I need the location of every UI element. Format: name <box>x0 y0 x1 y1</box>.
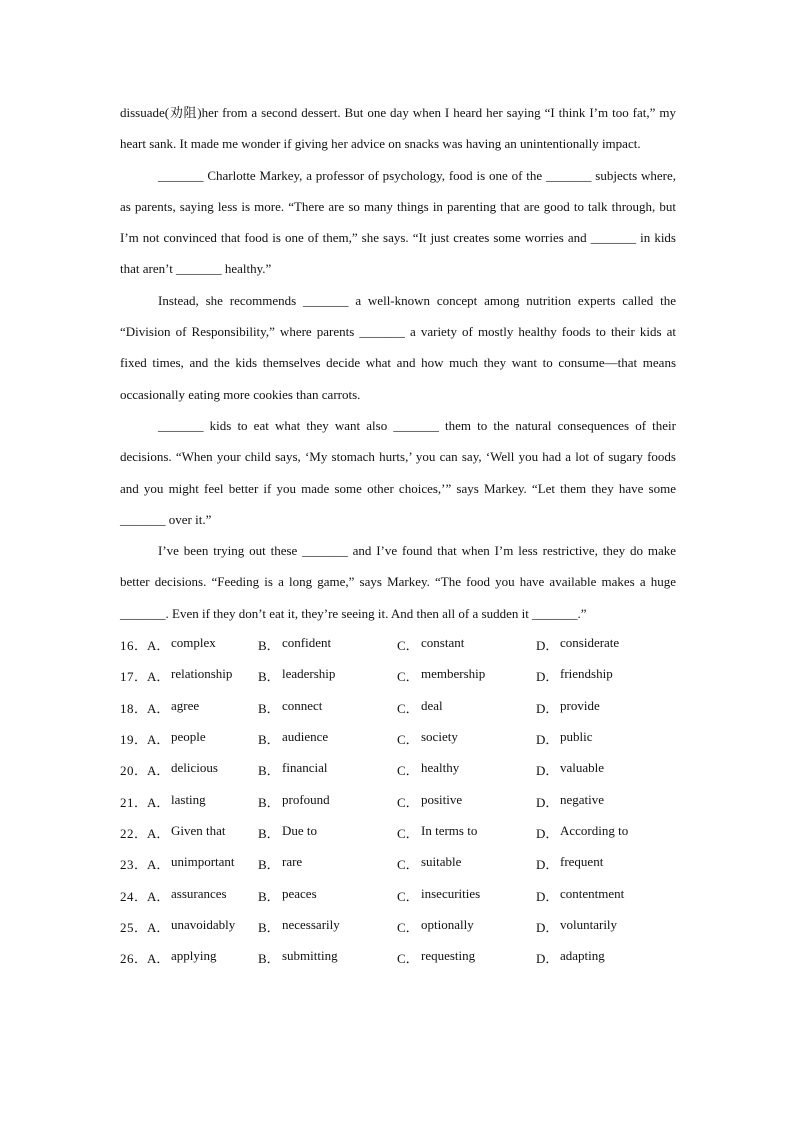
option-b <box>258 666 397 685</box>
option-letter: C． <box>397 951 419 967</box>
question-row <box>120 660 676 691</box>
question-number: 25． <box>120 919 148 935</box>
option-d <box>536 886 676 905</box>
option-text: relationship <box>171 666 233 682</box>
option-text: frequent <box>560 854 604 870</box>
option-letter: C． <box>397 763 419 779</box>
option-letter: D． <box>536 700 559 716</box>
question-row <box>120 848 676 879</box>
option-letter: A． <box>147 825 170 841</box>
option-d <box>536 823 676 842</box>
option-c <box>397 729 536 748</box>
option-text: voluntarily <box>560 916 618 932</box>
option-text: friendship <box>560 666 613 682</box>
option-text: assurances <box>171 885 227 901</box>
option-letter: A． <box>147 857 170 873</box>
option-letter: B． <box>258 919 280 935</box>
option-a <box>147 760 258 779</box>
option-d <box>536 666 676 685</box>
option-a <box>147 666 258 685</box>
option-a <box>147 698 258 717</box>
option-letter: A． <box>147 888 170 904</box>
option-text: adapting <box>560 948 605 964</box>
option-text: connect <box>282 697 323 713</box>
option-a <box>147 886 258 905</box>
option-text: contentment <box>560 885 625 901</box>
option-letter: A． <box>147 763 170 779</box>
option-letter: B． <box>258 794 280 810</box>
option-letter: D． <box>536 763 559 779</box>
option-d <box>536 917 676 936</box>
option-b <box>258 917 397 936</box>
option-letter: B． <box>258 763 280 779</box>
option-text: audience <box>282 729 329 745</box>
option-text: necessarily <box>282 916 340 932</box>
option-letter: A． <box>147 669 170 685</box>
option-text: According to <box>560 822 629 838</box>
option-b <box>258 635 397 654</box>
option-letter: D． <box>536 825 559 841</box>
option-b <box>258 948 397 967</box>
option-c <box>397 854 536 873</box>
option-a <box>147 729 258 748</box>
option-letter: A． <box>147 638 170 654</box>
option-letter: B． <box>258 669 280 685</box>
option-b <box>258 854 397 873</box>
option-c <box>397 698 536 717</box>
option-text: In terms to <box>421 822 478 838</box>
option-text: requesting <box>421 948 476 964</box>
question-row <box>120 786 676 817</box>
option-letter: A． <box>147 700 170 716</box>
option-d <box>536 948 676 967</box>
option-letter: C． <box>397 700 419 716</box>
option-letter: B． <box>258 888 280 904</box>
option-c <box>397 823 536 842</box>
option-d <box>536 760 676 779</box>
question-number: 24． <box>120 888 148 904</box>
option-c <box>397 635 536 654</box>
option-text: provide <box>560 697 600 713</box>
option-text: society <box>421 729 458 745</box>
option-letter: C． <box>397 794 419 810</box>
option-letter: B． <box>258 638 280 654</box>
option-text: confident <box>282 635 332 651</box>
option-letter: C． <box>397 888 419 904</box>
option-text: applying <box>171 948 217 964</box>
option-text: people <box>171 729 206 745</box>
option-text: healthy <box>421 760 460 776</box>
option-b <box>258 698 397 717</box>
option-text: negative <box>560 791 605 807</box>
option-c <box>397 917 536 936</box>
option-d <box>536 635 676 654</box>
option-c <box>397 948 536 967</box>
document-page <box>120 97 676 973</box>
option-letter: C． <box>397 669 419 685</box>
option-text: financial <box>282 760 328 776</box>
option-letter: B． <box>258 857 280 873</box>
option-a <box>147 948 258 967</box>
question-number: 20． <box>120 763 148 779</box>
option-d <box>536 792 676 811</box>
option-letter: A． <box>147 951 170 967</box>
question-row <box>120 723 676 754</box>
question-number: 21． <box>120 794 148 810</box>
option-text: valuable <box>560 760 605 776</box>
option-letter: B． <box>258 825 280 841</box>
option-text: Due to <box>282 822 318 838</box>
option-c <box>397 666 536 685</box>
question-number: 22． <box>120 825 148 841</box>
question-number: 19． <box>120 732 148 748</box>
option-text: insecurities <box>421 885 481 901</box>
question-row <box>120 942 676 973</box>
option-b <box>258 729 397 748</box>
passage-paragraph-4: _______ kids to eat what they want also _______ them to the natural consequences of their decisions. “When your child says, ‘My stomach hurts,’ you can say, ‘Well you had a lot of sugary foods and you might feel better if you made some other choices,’” says Markey. “Let them they have some _______ over it.” <box>120 417 676 527</box>
option-b <box>258 760 397 779</box>
option-letter: A． <box>147 794 170 810</box>
option-text: membership <box>421 666 486 682</box>
question-number: 16． <box>120 638 148 654</box>
option-text: positive <box>421 791 463 807</box>
option-a <box>147 635 258 654</box>
option-b <box>258 792 397 811</box>
option-letter: B． <box>258 951 280 967</box>
option-letter: D． <box>536 857 559 873</box>
option-letter: D． <box>536 919 559 935</box>
option-c <box>397 760 536 779</box>
passage-paragraph-2: _______ Charlotte Markey, a professor of psychology, food is one of the _______ subjects where, as parents, saying less is more. “There are so many things in parenting that are good to talk through, but I’m not convinced that food is one of them,” she says. “It just creates some worries and _______ in kids that aren’t _______ healthy.” <box>120 167 676 277</box>
question-row <box>120 629 676 660</box>
option-text: complex <box>171 635 216 651</box>
option-letter: C． <box>397 638 419 654</box>
option-d <box>536 854 676 873</box>
option-letter: D． <box>536 732 559 748</box>
option-letter: C． <box>397 825 419 841</box>
passage-paragraph-3: Instead, she recommends _______ a well-known concept among nutrition experts called the “Division of Responsibility,” where parents _______ a variety of mostly healthy foods to their kids at fixed times, and the kids themselves decide what and how much they want to consume—that means occasionally eating more cookies than carrots. <box>120 292 676 402</box>
question-row <box>120 817 676 848</box>
question-row <box>120 692 676 723</box>
question-number: 17． <box>120 669 148 685</box>
passage-paragraph-5: I’ve been trying out these _______ and I’ve found that when I’m less restrictive, they do make better decisions. “Feeding is a long game,” says Markey. “The food you have available makes a huge _______. Even if they don’t eat it, they’re seeing it. And then all of a sudden it _______.” <box>120 543 676 621</box>
option-letter: D． <box>536 888 559 904</box>
option-b <box>258 886 397 905</box>
option-a <box>147 823 258 842</box>
option-text: submitting <box>282 948 338 964</box>
option-c <box>397 886 536 905</box>
question-row <box>120 911 676 942</box>
option-text: unavoidably <box>171 916 236 932</box>
option-text: considerate <box>560 635 620 651</box>
option-text: optionally <box>421 916 474 932</box>
option-letter: D． <box>536 669 559 685</box>
option-text: leadership <box>282 666 336 682</box>
option-letter: C． <box>397 919 419 935</box>
option-text: constant <box>421 635 465 651</box>
option-text: lasting <box>171 791 206 807</box>
option-text: delicious <box>171 760 218 776</box>
question-row <box>120 879 676 910</box>
option-text: rare <box>282 854 303 870</box>
option-a <box>147 792 258 811</box>
option-a <box>147 854 258 873</box>
option-letter: D． <box>536 794 559 810</box>
option-d <box>536 729 676 748</box>
question-number: 18． <box>120 700 148 716</box>
option-letter: A． <box>147 919 170 935</box>
option-text: public <box>560 729 593 745</box>
option-b <box>258 823 397 842</box>
option-letter: C． <box>397 857 419 873</box>
option-letter: C． <box>397 732 419 748</box>
question-row <box>120 754 676 785</box>
option-text: unimportant <box>171 854 235 870</box>
option-text: peaces <box>282 885 317 901</box>
option-text: profound <box>282 791 330 807</box>
option-letter: B． <box>258 732 280 748</box>
passage-paragraph-1: dissuade(劝阻)her from a second dessert. But one day when I heard her saying “I think I’m too fat,” my heart sank. It made me wonder if giving her advice on snacks was having an unintentionally impact. <box>120 105 676 152</box>
option-c <box>397 792 536 811</box>
option-letter: D． <box>536 638 559 654</box>
option-text: Given that <box>171 822 226 838</box>
option-text: suitable <box>421 854 462 870</box>
option-letter: A． <box>147 732 170 748</box>
question-options-list <box>120 629 676 973</box>
option-d <box>536 698 676 717</box>
option-letter: D． <box>536 951 559 967</box>
option-a <box>147 917 258 936</box>
option-text: agree <box>171 697 200 713</box>
question-number: 26． <box>120 951 148 967</box>
option-text: deal <box>421 697 443 713</box>
option-letter: B． <box>258 700 280 716</box>
question-number: 23． <box>120 857 148 873</box>
